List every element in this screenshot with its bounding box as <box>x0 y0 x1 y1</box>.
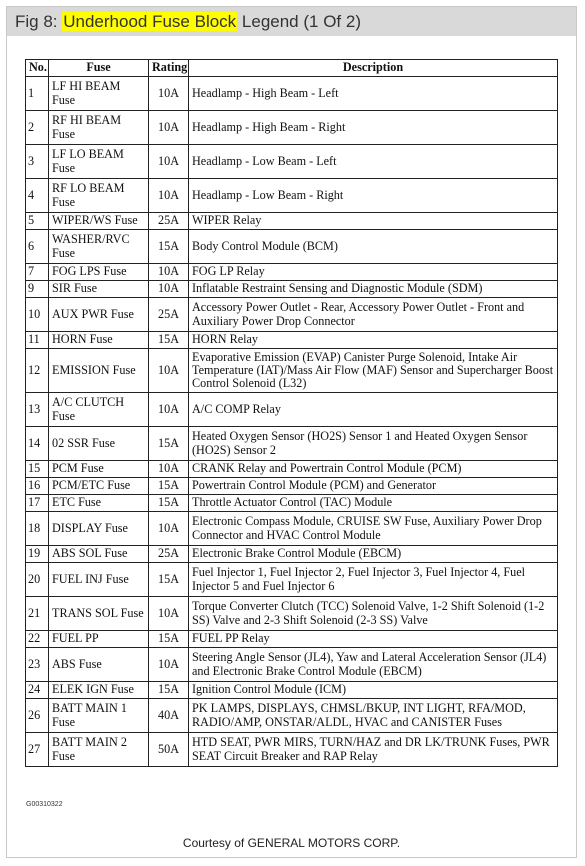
cell-description: Evaporative Emission (EVAP) Canister Purge Solenoid, Intake Air Temperature (IAT)/Mass Air Flow (MAF) Sensor and Supercharger Boost Control Solenoid (L32) <box>189 349 558 393</box>
cell-fuse: A/C CLUTCH Fuse <box>49 393 149 427</box>
cell-no: 13 <box>26 393 49 427</box>
cell-rating: 10A <box>149 145 189 179</box>
cell-fuse: EMISSION Fuse <box>49 349 149 393</box>
cell-no: 14 <box>26 427 49 461</box>
cell-fuse: DISPLAY Fuse <box>49 512 149 546</box>
cell-rating: 15A <box>149 495 189 512</box>
cell-no: 22 <box>26 631 49 648</box>
table-row <box>26 631 558 648</box>
cell-fuse: TRANS SOL Fuse <box>49 597 149 631</box>
cell-no: 10 <box>26 298 49 332</box>
cell-no: 15 <box>26 461 49 478</box>
table-row <box>26 563 558 597</box>
cell-description: Body Control Module (BCM) <box>189 230 558 264</box>
cell-fuse: PCM/ETC Fuse <box>49 478 149 495</box>
cell-rating: 10A <box>149 597 189 631</box>
cell-description: Electronic Compass Module, CRUISE SW Fuse, Auxiliary Power Drop Connector and HVAC Control Module <box>189 512 558 546</box>
cell-no: 2 <box>26 111 49 145</box>
cell-description: PK LAMPS, DISPLAYS, CHMSL/BKUP, INT LIGHT, RFA/MOD, RADIO/AMP, ONSTAR/ALDL, HVAC and CANISTER Fuses <box>189 699 558 733</box>
cell-description: CRANK Relay and Powertrain Control Module (PCM) <box>189 461 558 478</box>
cell-no: 7 <box>26 264 49 281</box>
fuse-legend-table <box>25 59 558 767</box>
figure-title <box>7 7 576 36</box>
cell-fuse: 02 SSR Fuse <box>49 427 149 461</box>
cell-fuse: AUX PWR Fuse <box>49 298 149 332</box>
title-suffix: Legend (1 Of 2) <box>237 12 361 31</box>
cell-no: 27 <box>26 733 49 767</box>
cell-description: HORN Relay <box>189 332 558 349</box>
table-row <box>26 230 558 264</box>
cell-description: HTD SEAT, PWR MIRS, TURN/HAZ and DR LK/TRUNK Fuses, PWR SEAT Circuit Breaker and RAP Relay <box>189 733 558 767</box>
cell-rating: 10A <box>149 179 189 213</box>
cell-fuse: ABS SOL Fuse <box>49 546 149 563</box>
cell-no: 20 <box>26 563 49 597</box>
table-row <box>26 478 558 495</box>
cell-no: 21 <box>26 597 49 631</box>
figure-code: G00310322 <box>26 801 63 808</box>
cell-rating: 15A <box>149 427 189 461</box>
cell-description: A/C COMP Relay <box>189 393 558 427</box>
cell-no: 19 <box>26 546 49 563</box>
cell-no: 23 <box>26 648 49 682</box>
title-prefix: Fig 8: <box>15 12 63 31</box>
cell-description: Fuel Injector 1, Fuel Injector 2, Fuel Injector 3, Fuel Injector 4, Fuel Injector 5 and Fuel Injector 6 <box>189 563 558 597</box>
table-row <box>26 264 558 281</box>
cell-no: 1 <box>26 77 49 111</box>
header-rating: Rating <box>149 60 189 77</box>
cell-no: 26 <box>26 699 49 733</box>
cell-fuse: RF HI BEAM Fuse <box>49 111 149 145</box>
cell-fuse: LF HI BEAM Fuse <box>49 77 149 111</box>
cell-fuse: ELEK IGN Fuse <box>49 682 149 699</box>
cell-rating: 25A <box>149 213 189 230</box>
cell-description: Powertrain Control Module (PCM) and Generator <box>189 478 558 495</box>
table-row <box>26 495 558 512</box>
cell-rating: 10A <box>149 461 189 478</box>
cell-description: Heated Oxygen Sensor (HO2S) Sensor 1 and Heated Oxygen Sensor (HO2S) Sensor 2 <box>189 427 558 461</box>
table-row <box>26 699 558 733</box>
cell-description: Headlamp - Low Beam - Right <box>189 179 558 213</box>
cell-fuse: ETC Fuse <box>49 495 149 512</box>
table-row <box>26 349 558 393</box>
table-row <box>26 427 558 461</box>
cell-description: Inflatable Restraint Sensing and Diagnostic Module (SDM) <box>189 281 558 298</box>
cell-no: 5 <box>26 213 49 230</box>
cell-description: Headlamp - Low Beam - Left <box>189 145 558 179</box>
cell-fuse: PCM Fuse <box>49 461 149 478</box>
cell-rating: 15A <box>149 682 189 699</box>
table-row <box>26 77 558 111</box>
cell-description: Steering Angle Sensor (JL4), Yaw and Lateral Acceleration Sensor (JL4) and Electronic Brake Control Module (EBCM) <box>189 648 558 682</box>
title-highlight: Underhood Fuse Block <box>63 12 237 31</box>
cell-description: WIPER Relay <box>189 213 558 230</box>
table-body <box>26 77 558 767</box>
cell-fuse: ABS Fuse <box>49 648 149 682</box>
cell-no: 17 <box>26 495 49 512</box>
table-row <box>26 145 558 179</box>
cell-rating: 10A <box>149 393 189 427</box>
table-row <box>26 393 558 427</box>
cell-no: 16 <box>26 478 49 495</box>
table-row <box>26 733 558 767</box>
cell-description: Torque Converter Clutch (TCC) Solenoid Valve, 1-2 Shift Solenoid (1-2 SS) Valve and 2-3 Shift Solenoid (2-3 SS) Valve <box>189 597 558 631</box>
cell-rating: 10A <box>149 648 189 682</box>
cell-rating: 10A <box>149 264 189 281</box>
figure-frame <box>6 6 577 858</box>
table-row <box>26 213 558 230</box>
cell-rating: 25A <box>149 546 189 563</box>
cell-description: Accessory Power Outlet - Rear, Accessory Power Outlet - Front and Auxiliary Power Drop Connector <box>189 298 558 332</box>
header-description: Description <box>189 60 558 77</box>
table-row <box>26 512 558 546</box>
cell-description: Ignition Control Module (ICM) <box>189 682 558 699</box>
cell-rating: 15A <box>149 230 189 264</box>
cell-fuse: FOG LPS Fuse <box>49 264 149 281</box>
cell-rating: 15A <box>149 478 189 495</box>
cell-no: 9 <box>26 281 49 298</box>
cell-rating: 40A <box>149 699 189 733</box>
table-row <box>26 682 558 699</box>
cell-no: 12 <box>26 349 49 393</box>
table-row <box>26 179 558 213</box>
cell-fuse: WASHER/RVC Fuse <box>49 230 149 264</box>
header-fuse: Fuse <box>49 60 149 77</box>
cell-description: FUEL PP Relay <box>189 631 558 648</box>
cell-description: Headlamp - High Beam - Left <box>189 77 558 111</box>
cell-rating: 10A <box>149 512 189 546</box>
table-row <box>26 597 558 631</box>
table-row <box>26 648 558 682</box>
cell-rating: 10A <box>149 111 189 145</box>
table-row <box>26 332 558 349</box>
cell-rating: 10A <box>149 281 189 298</box>
table-row <box>26 461 558 478</box>
cell-no: 11 <box>26 332 49 349</box>
cell-no: 6 <box>26 230 49 264</box>
cell-no: 3 <box>26 145 49 179</box>
table-row <box>26 298 558 332</box>
cell-rating: 50A <box>149 733 189 767</box>
table-row <box>26 281 558 298</box>
cell-rating: 10A <box>149 349 189 393</box>
cell-fuse: BATT MAIN 1 Fuse <box>49 699 149 733</box>
cell-rating: 15A <box>149 631 189 648</box>
cell-fuse: RF LO BEAM Fuse <box>49 179 149 213</box>
cell-no: 18 <box>26 512 49 546</box>
cell-description: Electronic Brake Control Module (EBCM) <box>189 546 558 563</box>
cell-fuse: FUEL INJ Fuse <box>49 563 149 597</box>
cell-description: Throttle Actuator Control (TAC) Module <box>189 495 558 512</box>
cell-fuse: SIR Fuse <box>49 281 149 298</box>
courtesy-credit: Courtesy of GENERAL MOTORS CORP. <box>182 836 401 850</box>
cell-rating: 10A <box>149 77 189 111</box>
cell-no: 4 <box>26 179 49 213</box>
cell-rating: 15A <box>149 332 189 349</box>
cell-fuse: WIPER/WS Fuse <box>49 213 149 230</box>
table-row <box>26 546 558 563</box>
header-no: No. <box>26 60 49 77</box>
cell-fuse: FUEL PP <box>49 631 149 648</box>
table-header-row <box>26 60 558 77</box>
cell-rating: 25A <box>149 298 189 332</box>
cell-description: FOG LP Relay <box>189 264 558 281</box>
cell-fuse: LF LO BEAM Fuse <box>49 145 149 179</box>
cell-description: Headlamp - High Beam - Right <box>189 111 558 145</box>
table-row <box>26 111 558 145</box>
cell-fuse: HORN Fuse <box>49 332 149 349</box>
cell-rating: 15A <box>149 563 189 597</box>
cell-no: 24 <box>26 682 49 699</box>
cell-fuse: BATT MAIN 2 Fuse <box>49 733 149 767</box>
